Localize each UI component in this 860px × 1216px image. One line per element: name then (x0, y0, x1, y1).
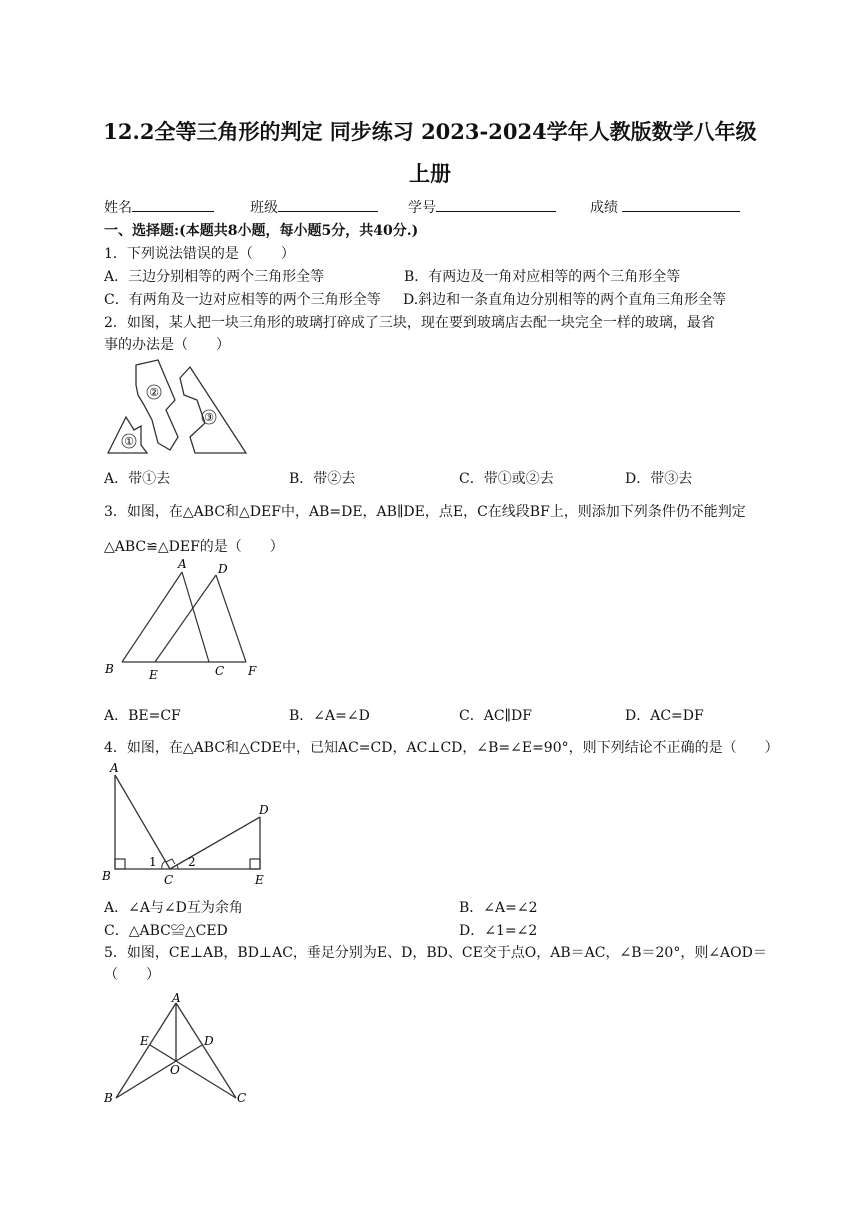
q4-angle-1-label: 1 (149, 855, 157, 869)
q3-label-b: B (105, 662, 114, 676)
q3-option-c: C．AC∥DF (459, 708, 532, 724)
q2-option-c: C．带①或②去 (459, 471, 554, 487)
q3-option-d: D．AC=DF (625, 708, 704, 724)
q1-option-a: A．三边分别相等的两个三角形全等 (104, 269, 325, 285)
q5-label-c: C (237, 1091, 247, 1105)
q4-label-d: D (259, 803, 269, 817)
q5-isosceles-figure (100, 988, 260, 1113)
q2-option-d: D．带③去 (625, 471, 693, 487)
q1-option-d: D.斜边和一条直角边分别相等的两个直角三角形全等 (403, 292, 727, 308)
class-field (250, 197, 378, 217)
q3-stem-line1: 3．如图，在△ABC和△DEF中，AB=DE，AB∥DE，点E，C在线段BF上，则添加下列条件仍不能判定 (104, 504, 746, 520)
q3-stem-line2: △ABC≌△DEF的是（ ） (104, 539, 284, 555)
q4-right-triangles-figure (100, 760, 280, 890)
score-blank (622, 197, 740, 212)
student-id-field (408, 197, 556, 217)
q4-label-c: C (164, 873, 174, 887)
q2-broken-glass-figure (100, 355, 250, 460)
q5-label-a: A (172, 991, 181, 1005)
q2-stem-line1: 2．如图，某人把一块三角形的玻璃打碎成了三块，现在要到玻璃店去配一块完全一样的玻璃，最省 (104, 315, 715, 331)
q3-label-f: F (248, 664, 257, 678)
q3-triangles-figure (100, 555, 270, 685)
q3-option-a: A．BE=CF (104, 708, 181, 724)
student-id-blank (436, 197, 556, 212)
q2-option-a: A．带①去 (104, 471, 171, 487)
q5-stem-line2: （ ） (104, 967, 160, 983)
glass-piece-2 (136, 360, 178, 450)
q4-option-a: A．∠A与∠D互为余角 (104, 900, 243, 916)
q4-option-d: D．∠1=∠2 (459, 923, 538, 939)
class-blank (278, 197, 378, 212)
class-label: 班级 (250, 200, 278, 216)
q3-label-a: A (178, 557, 187, 571)
student-id-label: 学号 (408, 200, 436, 216)
q4-option-b: B．∠A=∠2 (459, 900, 538, 916)
q5-label-d: D (204, 1034, 214, 1048)
q4-label-e: E (255, 873, 264, 887)
document-title-line1: 12.2全等三角形的判定 同步练习 2023-2024学年人教版数学八年级 (103, 119, 757, 144)
q1-option-c: C．有两角及一边对应相等的两个三角形全等 (104, 292, 381, 308)
name-label: 姓名 (104, 200, 132, 216)
q3-label-c: C (215, 664, 225, 678)
glass-label-3: ③ (204, 411, 214, 424)
q5-label-o: O (170, 1063, 180, 1077)
q4-label-a: A (110, 761, 119, 775)
q2-option-b: B．带②去 (289, 471, 356, 487)
q4-stem: 4．如图，在△ABC和△CDE中，已知AC=CD，AC⊥CD，∠B=∠E=90°，则下列结论不正确的是（ ） (104, 740, 779, 756)
q5-stem-line1: 5．如图，CE⊥AB，BD⊥AC，垂足分别为E、D，BD、CE交于点O，AB＝AC，∠B＝20°，则∠AOD＝ (104, 945, 767, 961)
glass-label-2: ② (149, 386, 159, 399)
q2-stem-line2: 事的办法是（ ） (104, 337, 230, 353)
q4-label-b: B (102, 869, 111, 883)
q1-option-b: B．有两边及一角对应相等的两个三角形全等 (404, 269, 681, 285)
q5-label-b: B (104, 1091, 113, 1105)
document-title-line2: 上册 (409, 161, 451, 186)
score-label: 成绩 (590, 200, 618, 216)
q3-option-b: B．∠A=∠D (289, 708, 370, 724)
score-field (590, 197, 740, 217)
q5-label-e: E (140, 1034, 149, 1048)
q3-label-e: E (149, 668, 158, 682)
q4-angle-2-label: 2 (188, 855, 196, 869)
section-heading: 一、选择题:(本题共8小题，每小题5分，共40分.) (104, 223, 419, 239)
name-blank (132, 197, 214, 212)
q4-option-c: C．△ABC≌△CED (104, 923, 228, 939)
q3-label-d: D (218, 562, 228, 576)
name-field (104, 197, 214, 217)
glass-label-1: ① (124, 435, 134, 448)
glass-piece-3 (180, 367, 246, 453)
q1-stem: 1．下列说法错误的是（ ） (104, 246, 295, 262)
